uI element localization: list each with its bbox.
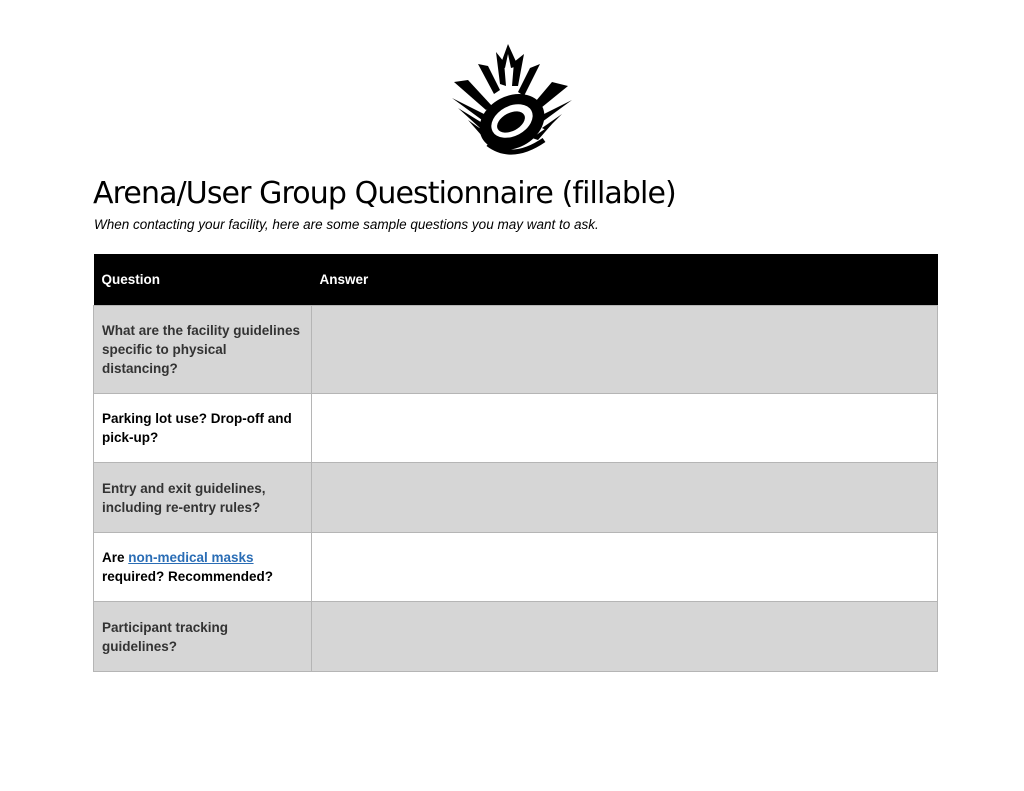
page-title: Arena/User Group Questionnaire (fillable): [93, 176, 676, 211]
table-row: [94, 463, 938, 533]
question-cell: Parking lot use? Drop-off and pick-up?: [94, 394, 312, 463]
answer-cell[interactable]: [312, 394, 938, 463]
table-row: [94, 602, 938, 672]
answer-field[interactable]: [320, 420, 933, 437]
questionnaire-table: [93, 254, 938, 672]
question-cell: Participant tracking guidelines?: [94, 602, 312, 672]
table-row: [94, 533, 938, 602]
question-cell: What are the facility guidelines specific to physical distancing?: [94, 306, 312, 394]
answer-cell[interactable]: [312, 533, 938, 602]
question-suffix: required? Recommended?: [102, 569, 274, 584]
table-row: [94, 306, 938, 394]
answer-field[interactable]: [320, 489, 933, 506]
non-medical-masks-link[interactable]: non-medical masks: [128, 550, 254, 565]
page-subtitle: When contacting your facility, here are some sample questions you may want to ask.: [94, 217, 599, 232]
answer-field[interactable]: [320, 341, 933, 358]
answer-cell[interactable]: [312, 602, 938, 672]
answer-column-header: Answer: [312, 254, 938, 306]
question-cell: [94, 533, 312, 602]
answer-field[interactable]: [320, 628, 933, 645]
question-column-header: Question: [94, 254, 312, 306]
answer-field[interactable]: [320, 559, 933, 576]
question-prefix: Are: [102, 550, 129, 565]
table-row: [94, 394, 938, 463]
answer-cell[interactable]: [312, 306, 938, 394]
maple-leaf-puck-logo: [448, 44, 574, 158]
question-cell: Entry and exit guidelines, including re-entry rules?: [94, 463, 312, 533]
answer-cell[interactable]: [312, 463, 938, 533]
table-header-row: [94, 254, 938, 306]
